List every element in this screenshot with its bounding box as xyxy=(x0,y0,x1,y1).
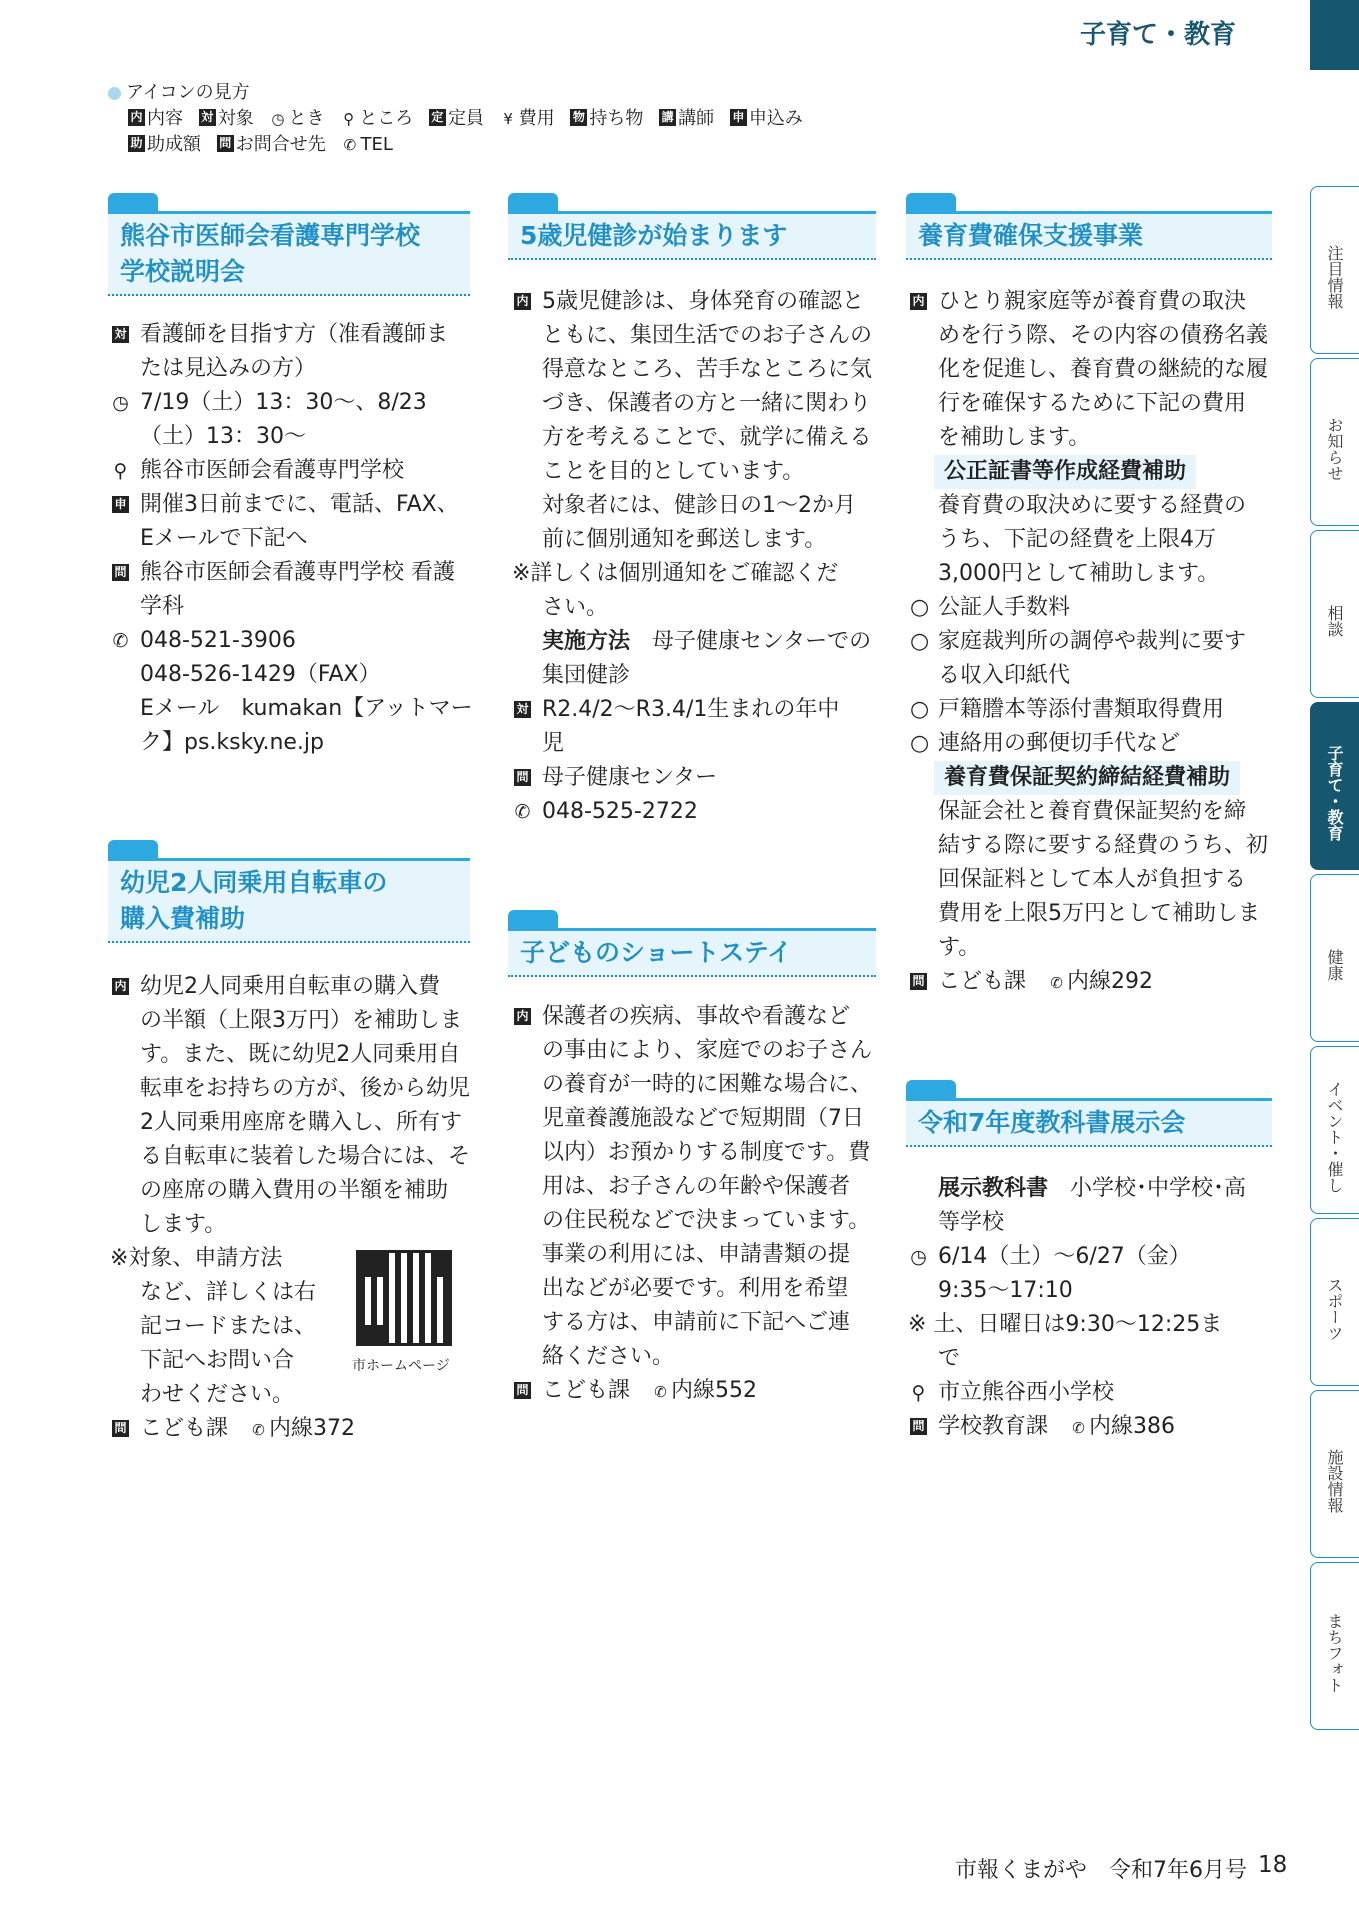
side-tab-consultation[interactable]: 相談 xyxy=(1310,530,1359,698)
location-pin-icon: ⚲ xyxy=(911,1382,926,1404)
content-text: 化を促進し、養育費の継続的な履 xyxy=(938,357,1269,382)
legend-title: アイコンの見方 xyxy=(126,82,250,103)
legend-row-2 xyxy=(108,132,813,158)
note-text: ※対象、申請方法 xyxy=(110,1246,283,1271)
section-header xyxy=(906,1098,1272,1147)
method-text: 母子健康センターでの xyxy=(652,629,872,654)
section-child-support xyxy=(906,193,1272,273)
section-body-child-support xyxy=(908,285,1278,1000)
content-text: づき、保護者の方と一緒に関わり xyxy=(542,391,872,416)
legend-row-1 xyxy=(108,106,813,132)
method-text: 集団健診 xyxy=(542,663,631,688)
subsidy-heading: 養育費保証契約締結経費補助 xyxy=(934,761,1240,795)
yen-icon: ¥ xyxy=(503,110,513,128)
content-text: 事業の利用には、申請書類の提 xyxy=(542,1242,851,1267)
phone-icon: ✆ xyxy=(252,1421,265,1439)
legend-label: ところ xyxy=(359,108,414,129)
capacity-icon: 定 xyxy=(429,109,446,126)
inquiry-icon: 問 xyxy=(112,1420,129,1437)
content-text: す。また、既に幼児2人同乗用自 xyxy=(140,1042,461,1067)
note-text: 記コードまたは、 xyxy=(140,1314,317,1339)
section-5yo-checkup xyxy=(508,193,876,273)
side-tab-facilities[interactable]: 施設情報 xyxy=(1310,1390,1359,1558)
content-text: する方は、申請前に下記へご連 xyxy=(542,1310,851,1335)
note-text: わせください。 xyxy=(140,1382,295,1407)
inquiry-icon: 問 xyxy=(217,135,234,152)
section-title: 子どものショートステイ xyxy=(520,938,793,967)
content-text: 転車をお持ちの方が、後から幼児 xyxy=(140,1076,471,1101)
section-tab xyxy=(508,193,558,211)
phone-icon: ✆ xyxy=(343,136,357,154)
circle-bullet-icon: ○ xyxy=(910,629,930,654)
inquiry-icon: 問 xyxy=(514,769,531,786)
location-pin-icon: ⚲ xyxy=(343,110,355,128)
note-text: さい。 xyxy=(542,595,609,620)
section-header xyxy=(108,858,470,943)
content-text: ことを目的としています。 xyxy=(542,459,805,484)
content-text: 行を確保するために下記の費用 xyxy=(938,391,1247,416)
subsidy-text: す。 xyxy=(938,935,981,960)
content-text: 5歳児健診は、身体発育の確認と xyxy=(542,289,864,314)
contact-text: 熊谷市医師会看護専門学校 看護 xyxy=(140,560,455,585)
content-text: の半額（上限3万円）を補助しま xyxy=(140,1008,462,1033)
clock-icon: ◷ xyxy=(271,110,285,128)
target-text: 看護師を目指す方（准看護師ま xyxy=(140,322,449,347)
content-text: します。 xyxy=(140,1212,227,1237)
list-item: る収入印紙代 xyxy=(938,663,1071,688)
subsidy-text: 養育費の取決めに要する経費の xyxy=(938,493,1247,518)
location-pin-icon: ⚲ xyxy=(113,460,128,482)
time-text: 7/19（土）13：30～、8/23 xyxy=(140,390,427,415)
note-text: で xyxy=(938,1346,961,1371)
target-icon: 対 xyxy=(514,701,531,718)
exhibit-text: 小学校･中学校･高 xyxy=(1070,1176,1247,1201)
side-tab-sports[interactable]: スポーツ xyxy=(1310,1218,1359,1386)
subsidy-heading: 公正証書等作成経費補助 xyxy=(934,455,1196,489)
clock-icon: ◷ xyxy=(112,392,129,414)
content-text: 方を考えることで、就学に備える xyxy=(542,425,872,450)
side-tab-featured[interactable]: 注目情報 xyxy=(1310,186,1359,354)
section-body-textbook-exhibition xyxy=(908,1172,1278,1445)
section-header xyxy=(508,211,876,260)
section-title: 令和7年度教科書展示会 xyxy=(918,1108,1186,1137)
section-title: 養育費確保支援事業 xyxy=(918,221,1144,250)
method-label: 実施方法 xyxy=(542,629,631,654)
side-tab-health[interactable]: 健康 xyxy=(1310,874,1359,1042)
instructor-icon: 講 xyxy=(659,109,676,126)
section-textbook-exhibition xyxy=(906,1080,1272,1160)
target-icon: 対 xyxy=(199,109,216,126)
phone-number[interactable]: 048-525-2722 xyxy=(542,799,698,824)
email-text: ク】ps.ksky.ne.jp xyxy=(140,730,325,755)
legend-label: 定員 xyxy=(447,108,484,129)
inquiry-icon: 問 xyxy=(910,1418,927,1435)
extension-number: 内線292 xyxy=(1067,969,1154,994)
footer-publication: 市報くまがや 令和7年6月号 xyxy=(955,1858,1247,1883)
target-icon: 対 xyxy=(112,326,129,343)
icon-legend xyxy=(108,80,813,158)
section-tab xyxy=(108,193,158,211)
phone-icon: ✆ xyxy=(112,630,129,652)
section-bicycle-subsidy xyxy=(108,840,470,960)
content-text: めを行う際、その内容の債務名義 xyxy=(938,323,1269,348)
section-body-nursing-school xyxy=(110,318,480,760)
content-text: 用は、お子さんの年齢や保護者 xyxy=(542,1174,851,1199)
content-icon: 内 xyxy=(128,109,145,126)
inquiry-icon: 問 xyxy=(910,973,927,990)
legend-label: 申込み xyxy=(748,108,803,129)
exhibit-text: 等学校 xyxy=(938,1210,1005,1235)
content-text: 絡ください。 xyxy=(542,1344,675,1369)
page-category-title: 子育て・教育 xyxy=(1080,20,1237,50)
content-text: の住民税などで決まっています。 xyxy=(542,1208,871,1233)
header-bar xyxy=(1310,0,1359,70)
target-text: R2.4/2～R3.4/1生まれの年中 xyxy=(542,697,840,722)
contact-text: 学科 xyxy=(140,594,185,619)
legend-label: 対象 xyxy=(217,108,254,129)
section-short-stay xyxy=(508,910,876,990)
section-body-5yo-checkup xyxy=(512,285,882,829)
target-text: たは見込みの方） xyxy=(140,356,317,381)
qr-code-image[interactable] xyxy=(356,1250,452,1346)
subsidy-icon: 助 xyxy=(128,135,145,152)
legend-label: TEL xyxy=(360,134,393,155)
content-text: 前に個別通知を郵送します。 xyxy=(542,527,827,552)
side-tab-city-photo[interactable]: まちフォト xyxy=(1310,1562,1359,1730)
content-text: の座席の購入費用の半額を補助 xyxy=(140,1178,449,1203)
contact-text: こども課 xyxy=(140,1416,229,1441)
apply-text: 開催3日前までに、電話、FAX、 xyxy=(140,492,459,517)
content-text: る自転車に装着した場合には、そ xyxy=(140,1144,471,1169)
note-text: など、詳しくは右 xyxy=(140,1280,317,1305)
time-text: （土）13：30～ xyxy=(140,424,306,449)
section-header xyxy=(108,211,470,296)
time-text: 6/14（土）～6/27（金） xyxy=(938,1244,1191,1269)
section-title: 幼児2人同乗用自転車の 購入費補助 xyxy=(120,868,388,933)
content-icon: 内 xyxy=(910,293,927,310)
circle-bullet-icon: ○ xyxy=(910,697,930,722)
circle-bullet-icon: ○ xyxy=(910,595,930,620)
side-tab-childcare-education[interactable]: 子育て・教育 xyxy=(1310,702,1359,870)
side-tab-events[interactable]: イベント・催し xyxy=(1310,1046,1359,1214)
note-text: 下記へお問い合 xyxy=(140,1348,295,1373)
bullet-dot-icon xyxy=(108,87,121,100)
section-header xyxy=(906,211,1272,260)
legend-label: 助成額 xyxy=(147,134,201,155)
inquiry-icon: 問 xyxy=(514,1382,531,1399)
content-text: 2人同乗用座席を購入し、所有す xyxy=(140,1110,462,1135)
section-tab xyxy=(108,840,158,858)
place-text: 市立熊谷西小学校 xyxy=(938,1380,1115,1405)
section-tab xyxy=(906,193,956,211)
apply-text: Eメールで下記へ xyxy=(140,526,308,551)
section-body-short-stay xyxy=(512,1000,882,1409)
content-text: 以内）お預かりする制度です。費 xyxy=(542,1140,871,1165)
phone-icon: ✆ xyxy=(1050,974,1063,992)
legend-label: とき xyxy=(288,108,325,129)
extension-number: 内線386 xyxy=(1089,1414,1176,1439)
section-title: 5歳児健診が始まります xyxy=(520,221,788,250)
content-text: 児童養護施設などで短期間（7日 xyxy=(542,1106,864,1131)
extension-number: 内線372 xyxy=(269,1416,356,1441)
target-text: 児 xyxy=(542,731,565,756)
phone-icon: ✆ xyxy=(1072,1419,1085,1437)
content-text: ともに、集団生活でのお子さんの xyxy=(542,323,873,348)
contact-text: こども課 xyxy=(542,1378,631,1403)
subsidy-text: 回保証料として本人が負担する xyxy=(938,867,1247,892)
legend-label: 費用 xyxy=(518,108,555,129)
exhibit-label: 展示教科書 xyxy=(938,1176,1049,1201)
application-icon: 申 xyxy=(112,496,129,513)
section-title: 熊谷市医師会看護専門学校 学校説明会 xyxy=(120,221,421,286)
phone-icon: ✆ xyxy=(514,801,531,823)
content-icon: 内 xyxy=(514,1008,531,1025)
subsidy-text: 費用を上限5万円として補助しま xyxy=(938,901,1260,926)
content-icon: 内 xyxy=(112,978,129,995)
section-nursing-school xyxy=(108,193,470,313)
content-icon: 内 xyxy=(514,293,531,310)
email-text: Eメール kumakan【アットマー xyxy=(140,696,473,721)
legend-label: 持ち物 xyxy=(589,108,644,129)
belongings-icon: 物 xyxy=(570,109,587,126)
subsidy-text: 3,000円として補助します。 xyxy=(938,561,1220,586)
subsidy-text: 保証会社と養育費保証契約を締 xyxy=(938,799,1247,824)
circle-bullet-icon: ○ xyxy=(910,731,930,756)
contact-text: こども課 xyxy=(938,969,1027,994)
time-text: 9:35～17:10 xyxy=(938,1278,1073,1303)
subsidy-text: うち、下記の経費を上限4万 xyxy=(938,527,1216,552)
section-tab xyxy=(508,910,558,928)
subsidy-text: 結する際に要する経費のうち、初 xyxy=(938,833,1269,858)
place-text: 熊谷市医師会看護専門学校 xyxy=(140,458,405,483)
list-item: 家庭裁判所の調停や裁判に要す xyxy=(938,629,1247,654)
extension-number: 内線552 xyxy=(671,1378,758,1403)
content-text: 出などが必要です。利用を希望 xyxy=(542,1276,849,1301)
content-text: を補助します。 xyxy=(938,425,1091,450)
list-item: 戸籍謄本等添付書類取得費用 xyxy=(938,697,1225,722)
phone-number[interactable]: 048-521-3906 xyxy=(140,628,296,653)
phone-icon: ✆ xyxy=(654,1383,667,1401)
section-tab xyxy=(906,1080,956,1098)
legend-label: 講師 xyxy=(678,108,715,129)
legend-label: お問合せ先 xyxy=(235,134,326,155)
content-text: 幼児2人同乗用自転車の購入費 xyxy=(140,974,440,999)
application-icon: 申 xyxy=(730,109,747,126)
note-text: ※ 土、日曜日は9:30～12:25ま xyxy=(908,1312,1223,1337)
side-tab-news[interactable]: お知らせ xyxy=(1310,358,1359,526)
section-header xyxy=(508,928,876,977)
list-item: 公証人手数料 xyxy=(938,595,1071,620)
content-text: 対象者には、健診日の1～2か月 xyxy=(542,493,856,518)
fax-number: 048-526-1429（FAX） xyxy=(140,662,381,687)
content-text: 得意なところ、苦手なところに気 xyxy=(542,357,873,382)
list-item: 連絡用の郵便切手代など xyxy=(938,731,1181,756)
content-text: ひとり親家庭等が養育費の取決 xyxy=(938,289,1247,314)
clock-icon: ◷ xyxy=(910,1246,927,1268)
section-body-bicycle-subsidy xyxy=(110,970,480,1447)
contact-text: 母子健康センター xyxy=(542,765,718,790)
content-text: の養育が一時的に困難な場合に、 xyxy=(542,1072,873,1097)
note-text: ※詳しくは個別通知をご確認くだ xyxy=(512,561,839,586)
contact-text: 学校教育課 xyxy=(938,1414,1049,1439)
content-text: の事由により、家庭でのお子さん xyxy=(542,1038,873,1063)
inquiry-icon: 問 xyxy=(112,564,129,581)
content-text: 保護者の疾病、事故や看護など xyxy=(542,1004,851,1029)
qr-caption: 市ホームページ xyxy=(352,1358,450,1374)
legend-label: 内容 xyxy=(147,108,183,129)
page-number: 18 xyxy=(1258,1852,1288,1878)
